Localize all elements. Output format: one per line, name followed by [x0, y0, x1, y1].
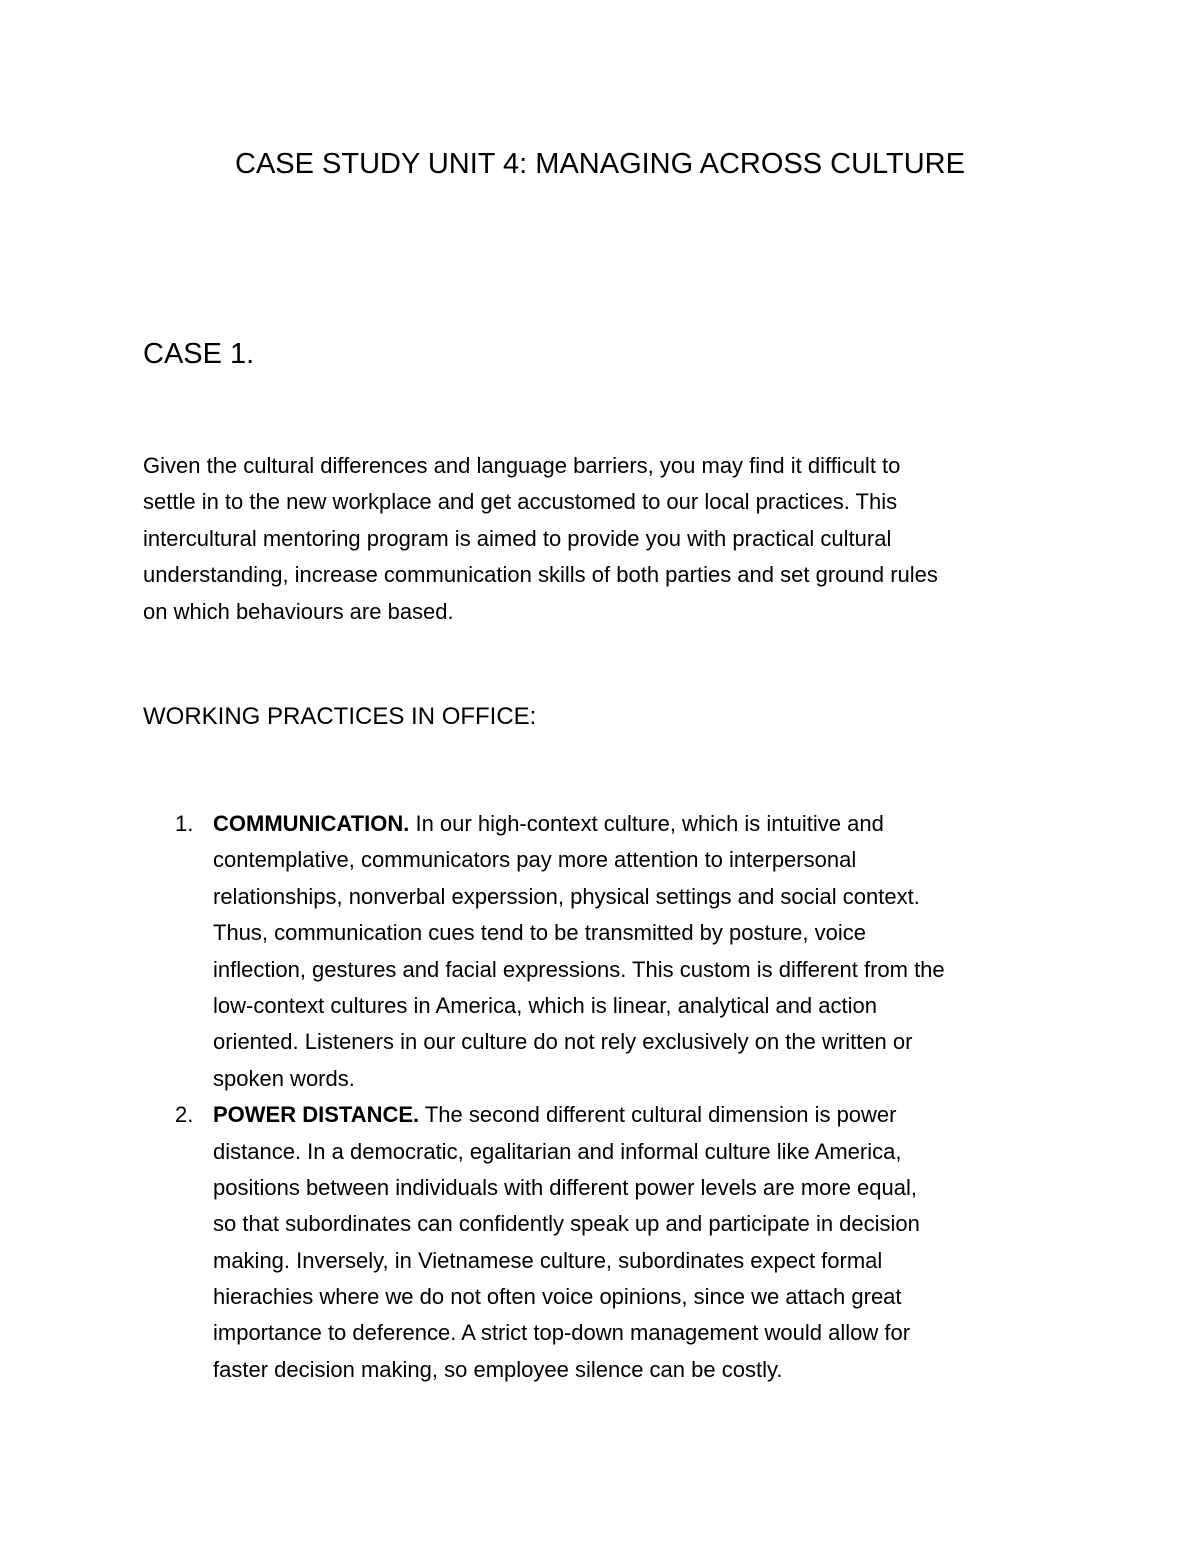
list-item-line: distance. In a democratic, egalitarian and informal culture like America,	[213, 1138, 902, 1164]
intro-line: settle in to the new workplace and get accustomed to our local practices. This	[143, 489, 898, 515]
list-item-text: In our high-context culture, which is intuitive and	[409, 811, 884, 836]
list-item-line: Thus, communication cues tend to be transmitted by posture, voice	[213, 920, 866, 946]
list-item-line: inflection, gestures and facial expressions. This custom is different from the	[213, 956, 945, 982]
intro-line: intercultural mentoring program is aimed to provide you with practical cultural	[143, 525, 892, 551]
section-heading: WORKING PRACTICES IN OFFICE:	[143, 703, 537, 730]
list-item-line: spoken words.	[213, 1065, 355, 1091]
list-item-number: 1.	[175, 811, 194, 836]
list-item-communication	[143, 806, 1083, 1097]
list-item-first-line	[213, 1097, 1083, 1133]
intro-line: understanding, increase communication skills of both parties and set ground rules	[143, 562, 938, 588]
intro-line: Given the cultural differences and language barriers, you may find it difficult to	[143, 453, 901, 478]
list-item-line: oriented. Listeners in our culture do not rely exclusively on the written or	[213, 1029, 913, 1055]
list-item-line: faster decision making, so employee silence can be costly.	[213, 1356, 783, 1382]
document-title: CASE STUDY UNIT 4: MANAGING ACROSS CULTURE	[235, 148, 965, 180]
list-item-number: 2.	[175, 1102, 194, 1128]
list-item-line: importance to deference. A strict top-down management would allow for	[213, 1320, 911, 1346]
intro-line: on which behaviours are based.	[143, 598, 454, 624]
list-item-line: hierachies where we do not often voice opinions, since we attach great	[213, 1284, 902, 1310]
list-item-term: COMMUNICATION.	[213, 811, 410, 836]
list-item-term: POWER DISTANCE.	[213, 1102, 420, 1128]
case-heading: CASE 1.	[143, 338, 255, 370]
list-item-line: relationships, nonverbal experssion, physical settings and social context.	[213, 883, 920, 909]
list-item-line: so that subordinates can confidently speak up and participate in decision	[213, 1211, 920, 1237]
list-item-line: low-context cultures in America, which is linear, analytical and action	[213, 992, 877, 1018]
list-item-first-line	[213, 806, 1083, 842]
list-item-line: contemplative, communicators pay more attention to interpersonal	[213, 847, 857, 873]
list-item-text: The second different cultural dimension is power	[419, 1102, 897, 1128]
list-item-power-distance	[143, 1097, 1083, 1388]
numbered-list	[143, 806, 1083, 1388]
intro-paragraph	[143, 448, 1083, 630]
list-item-line: making. Inversely, in Vietnamese culture, subordinates expect formal	[213, 1247, 883, 1273]
list-item-line: positions between individuals with different power levels are more equal,	[213, 1174, 917, 1200]
